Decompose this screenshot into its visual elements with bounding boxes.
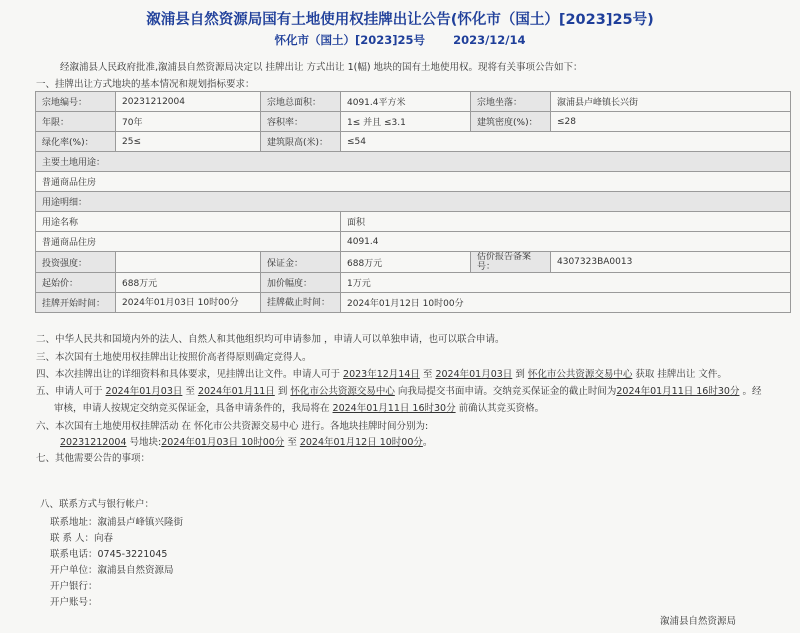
intro-text: 经溆浦县人民政府批准,溆浦县自然资源局决定以 挂牌出让 方式出让 1(幅) 地块的国有土地使用权。现将有关事项公告如下： — [60, 62, 583, 73]
contact-address: 联系地址：溆浦县卢峰镇兴隆街 — [50, 517, 184, 528]
p5-confirm-date: 2024年01月11日 16时30分 — [332, 403, 456, 414]
total-area-label: 宗地总面积： — [261, 92, 341, 112]
paragraph-4 — [36, 366, 727, 380]
p5-text: 到 — [274, 386, 291, 397]
p5-text: 向我局提交书面申请。交纳竞买保证金的截止时间为 — [394, 386, 617, 397]
use-area-value: 4091.4 — [341, 232, 791, 252]
p6-text: 至 — [284, 437, 300, 448]
far-value: 1≤ 并且 ≤3.1 — [341, 112, 471, 132]
section-1-heading: 一、挂牌出让方式地块的基本情况和规划指标要求： — [36, 79, 255, 90]
contact-phone: 联系电话：0745-3221045 — [50, 549, 168, 560]
deposit-value: 688万元 — [341, 252, 471, 273]
table-row — [36, 232, 791, 252]
paragraph-7: 七、其他需要公告的事项： — [36, 453, 151, 464]
document-number: 怀化市（国土）[2023]25号 — [274, 33, 426, 47]
invest-label: 投资强度： — [36, 252, 116, 273]
height-label: 建筑限高(米)： — [261, 132, 341, 152]
report-label: 估价报告备案号： — [471, 252, 551, 273]
report-value: 4307323BA0013 — [551, 252, 791, 273]
p6-text: 号地块: — [126, 437, 162, 448]
p6-time-end: 2024年01月12日 10时00分 — [299, 437, 423, 448]
far-label: 容积率： — [261, 112, 341, 132]
paragraph-6-line-2 — [60, 434, 432, 448]
parcel-info-table — [35, 91, 791, 313]
p5-text: 五、申请人可于 — [36, 386, 106, 397]
start-price-value: 688万元 — [116, 273, 261, 293]
p6-parcel: 20231212004 — [60, 437, 127, 448]
invest-value — [116, 252, 261, 273]
document-number-line — [0, 32, 800, 48]
p4-text: 获取 挂牌出让 文件。 — [632, 369, 727, 380]
p5-text: 审核，申请人按规定交纳竞买保证金，具备申请条件的，我局将在 — [54, 403, 333, 414]
p4-text: 四、本次挂牌出让的详细资料和具体要求，见挂牌出让文件。申请人可于 — [36, 369, 344, 380]
p5-place: 怀化市公共资源交易中心 — [290, 386, 395, 397]
p4-date-end: 2024年01月03日 — [435, 369, 513, 380]
p4-place: 怀化市公共资源交易中心 — [527, 369, 633, 380]
p5-deadline: 2024年01月11日 16时30分 — [616, 386, 740, 397]
start-price-label: 起始价： — [36, 273, 116, 293]
table-row — [36, 92, 791, 112]
paragraph-6: 六、本次国有土地使用权挂牌活动 在 怀化市公共资源交易中心 进行。各地块挂牌时间分别为: — [36, 421, 429, 432]
density-label: 建筑密度(%)： — [471, 112, 551, 132]
p4-date-start: 2023年12月14日 — [343, 369, 420, 380]
document-date: 2023/12/14 — [453, 33, 526, 47]
issuer-signature: 溆浦县自然资源局 — [660, 616, 737, 627]
p5-date-start: 2024年01月03日 — [105, 386, 183, 397]
paragraph-5-line-2 — [54, 400, 544, 414]
height-value: ≤54 — [341, 132, 791, 152]
green-value: 25≤ — [116, 132, 261, 152]
start-time-label: 挂牌开始时间： — [36, 293, 116, 313]
table-row — [36, 192, 791, 212]
end-time-value: 2024年01月12日 10时00分 — [341, 293, 791, 313]
contact-heading: 八、联系方式与银行帐户： — [40, 499, 155, 510]
table-row — [36, 293, 791, 313]
increment-value: 1万元 — [341, 273, 791, 293]
p4-text: 到 — [512, 369, 528, 380]
page-title: 溆浦县自然资源局国有土地使用权挂牌出让公告(怀化市（国土）[2023]25号) — [146, 12, 654, 28]
start-time-value: 2024年01月03日 10时00分 — [116, 293, 261, 313]
paragraph-3: 三、本次国有土地使用权挂牌出让按照价高者得原则确定竞得人。 — [36, 352, 312, 363]
end-time-label: 挂牌截止时间： — [261, 293, 341, 313]
p4-text: 至 — [419, 369, 436, 380]
p6-time-start: 2024年01月03日 10时00分 — [161, 437, 285, 448]
table-row — [36, 212, 791, 232]
location-value: 溆浦县卢峰镇长兴街 — [551, 92, 791, 112]
table-row — [36, 273, 791, 293]
contact-bank: 开户银行： — [50, 581, 98, 592]
increment-label: 加价幅度： — [261, 273, 341, 293]
use-name-header: 用途名称 — [36, 212, 341, 232]
p5-date-end: 2024年01月11日 — [197, 386, 275, 397]
parcel-no-label: 宗地编号： — [36, 92, 116, 112]
contact-account-unit: 开户单位：溆浦县自然资源局 — [50, 565, 174, 576]
main-use-label: 主要土地用途： — [36, 152, 791, 172]
term-value: 70年 — [116, 112, 261, 132]
table-row — [36, 132, 791, 152]
paragraph-2: 二、中华人民共和国境内外的法人、自然人和其他组织均可申请参加 ，申请人可以单独申请，也可以联合申请。 — [36, 334, 505, 345]
density-value: ≤28 — [551, 112, 791, 132]
deposit-label: 保证金： — [261, 252, 341, 273]
parcel-no-value: 20231212004 — [116, 92, 261, 112]
p6-text: 。 — [422, 437, 433, 448]
green-label: 绿化率(%)： — [36, 132, 116, 152]
use-name-value: 普通商品住房 — [36, 232, 341, 252]
table-row — [36, 112, 791, 132]
p5-text: 前确认其竞买资格。 — [455, 403, 545, 414]
table-row — [36, 152, 791, 172]
table-row — [36, 252, 791, 273]
use-detail-label: 用途明细： — [36, 192, 791, 212]
table-row — [36, 172, 791, 192]
location-label: 宗地坐落： — [471, 92, 551, 112]
paragraph-5 — [36, 383, 761, 397]
contact-account-no: 开户账号： — [50, 597, 98, 608]
total-area-value: 4091.4平方米 — [341, 92, 471, 112]
term-label: 年限： — [36, 112, 116, 132]
main-use-value: 普通商品住房 — [36, 172, 791, 192]
contact-person: 联 系 人：向春 — [50, 533, 114, 544]
area-header: 面积 — [341, 212, 791, 232]
p5-text: 。经 — [739, 386, 762, 397]
p5-text: 至 — [182, 386, 198, 397]
